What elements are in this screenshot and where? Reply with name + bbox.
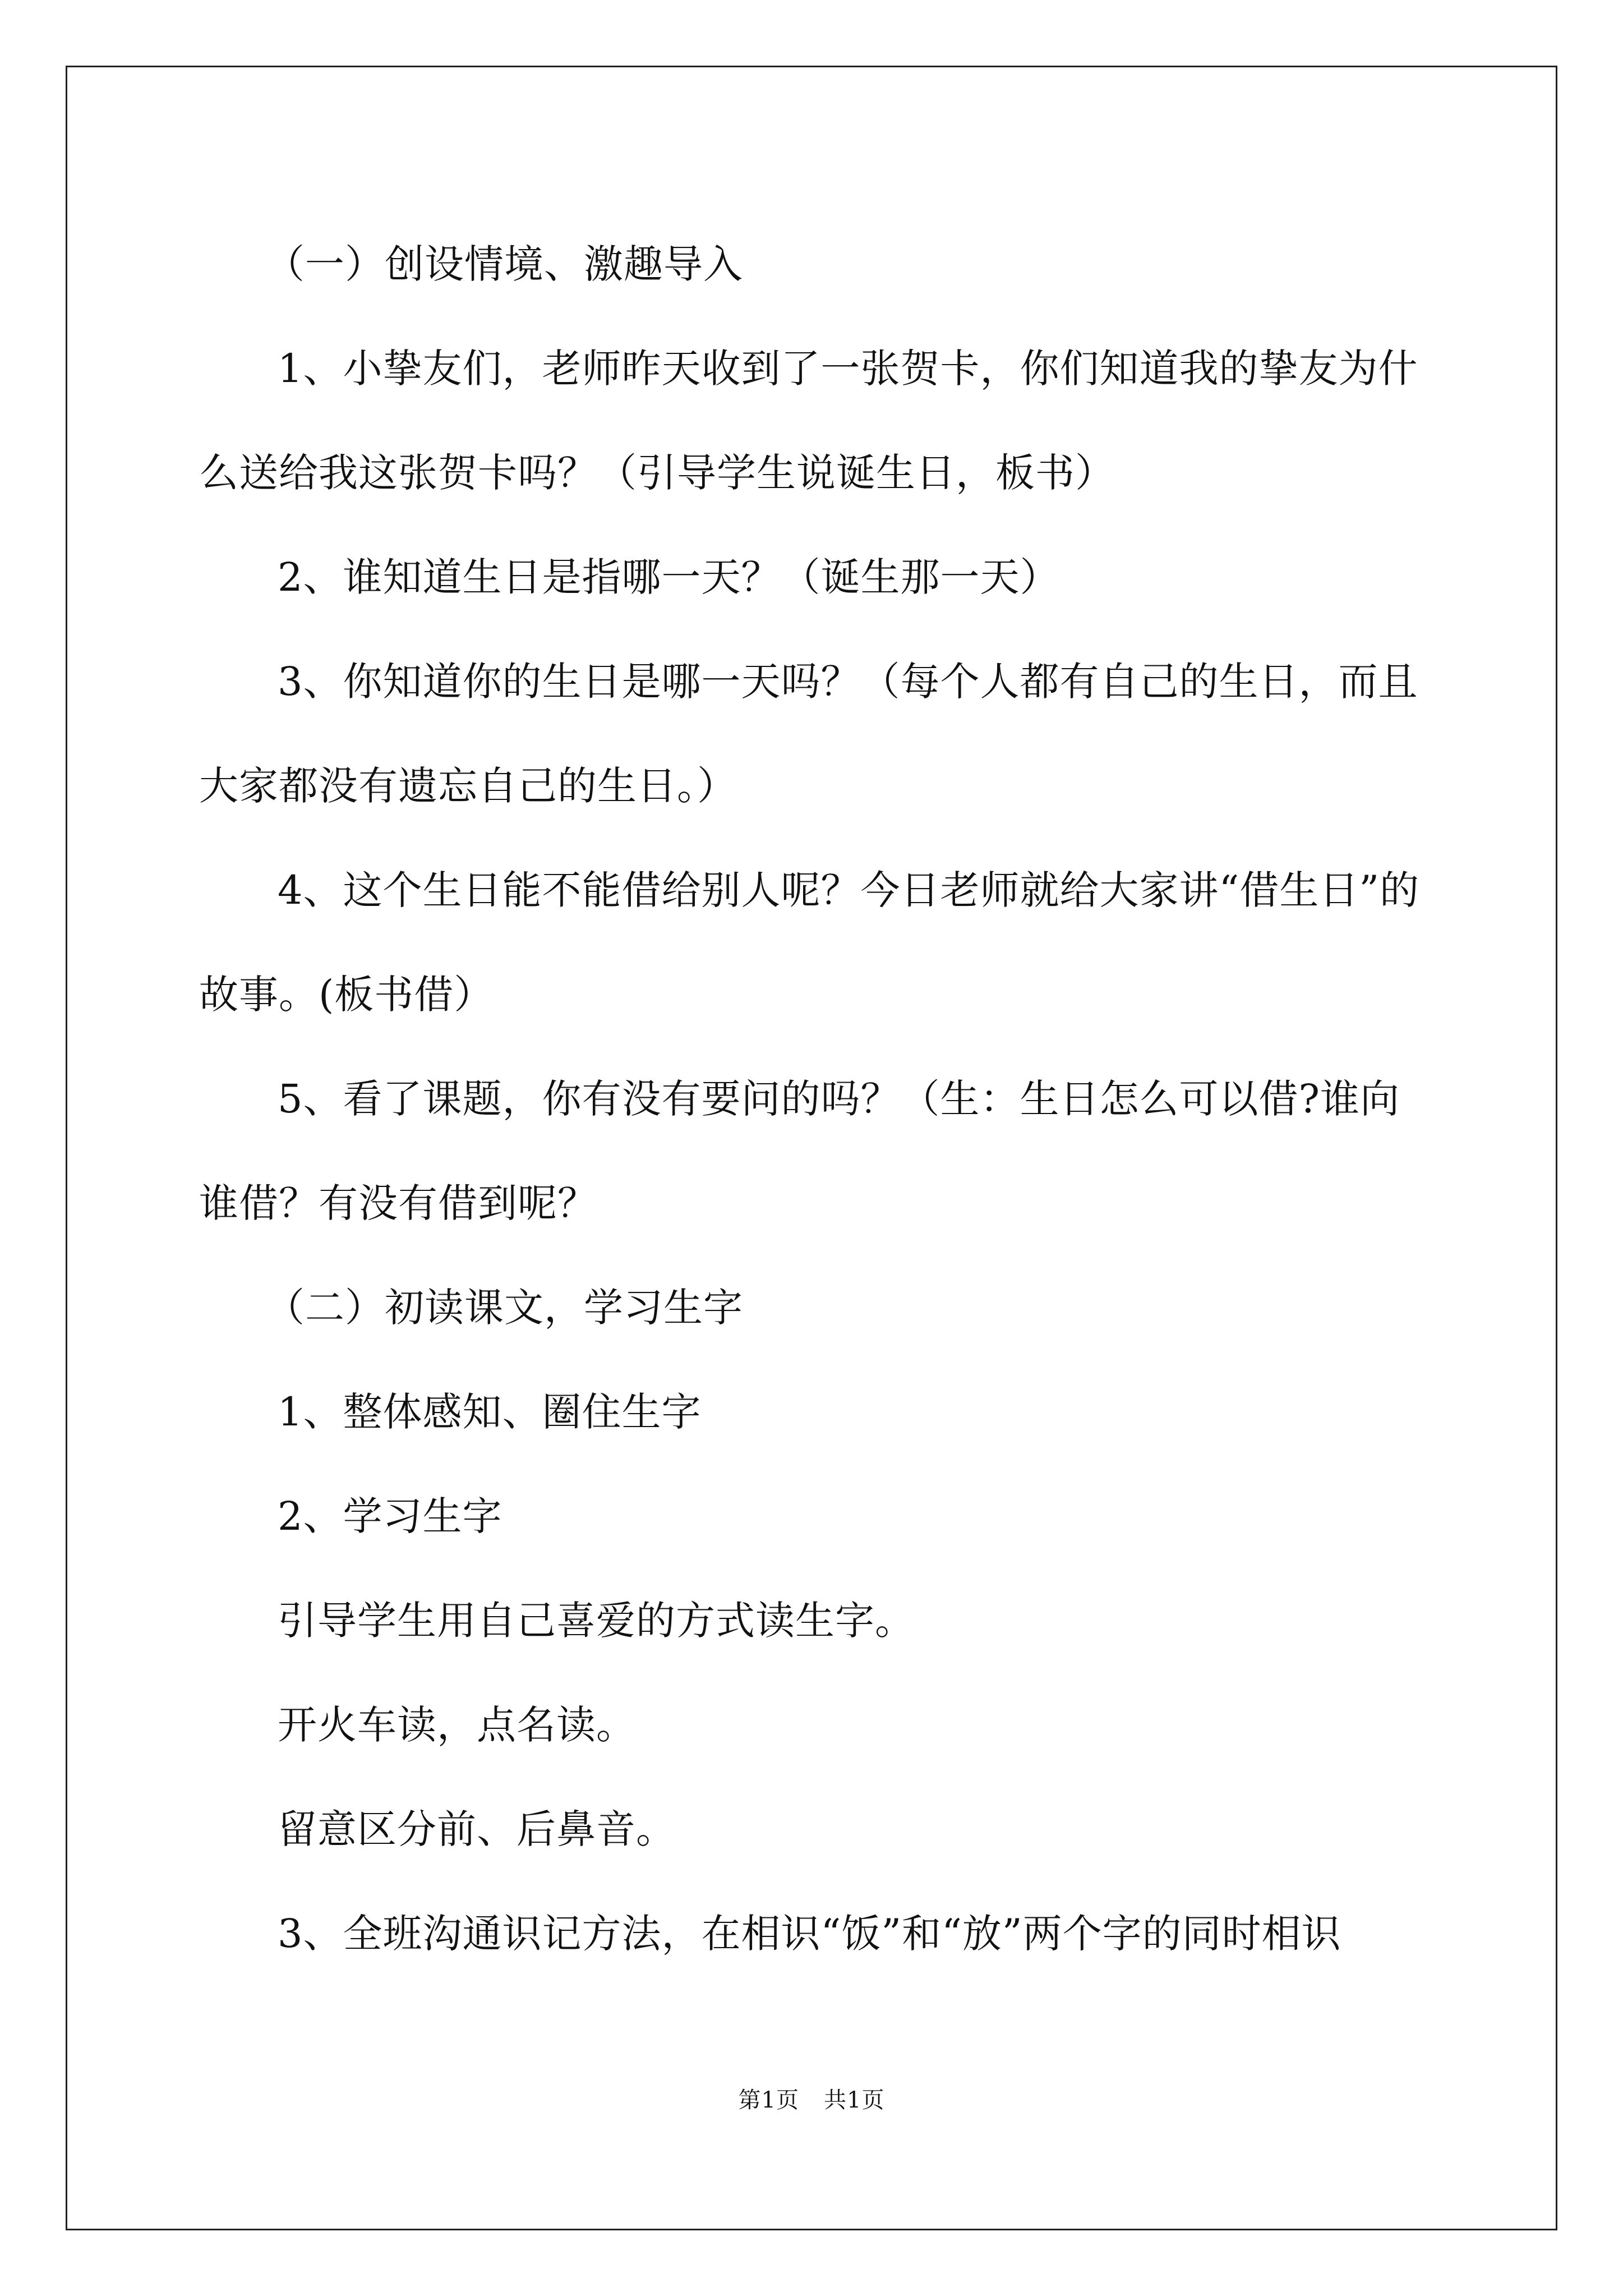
page-number-current: 第1页 — [738, 2087, 799, 2113]
document-body — [199, 212, 1433, 1986]
paragraph-3: 3、你知道你的生日是哪一天吗？（每个人都有自己的生日，而且大家都没有遗忘自己的生日。） — [199, 659, 1418, 809]
page-footer — [0, 2087, 1623, 2114]
paragraph-5: 5、看了课题，你有没有要问的吗？（生：生日怎么可以借?谁向谁借？有没有借到呢？ — [199, 1076, 1400, 1226]
paragraph-8: 引导学生用自己喜爱的方式读生字。 — [278, 1598, 915, 1644]
paragraph-4: 4、这个生日能不能借给别人呢？今日老师就给大家讲“借生日”的故事。(板书借） — [199, 867, 1420, 1018]
section-heading-2: （二）初读课文，学习生字 — [265, 1285, 743, 1331]
paragraph-9: 开火车读，点名读。 — [278, 1702, 636, 1748]
paragraph-10: 留意区分前、后鼻音。 — [278, 1806, 676, 1852]
paragraph-1: 1、小挚友们，老师昨天收到了一张贺卡，你们知道我的挚友为什么送给我这张贺卡吗？（引导学生说诞生日，板书） — [199, 346, 1418, 496]
paragraph-11: 3、全班沟通识记方法，在相识“饭”和“放”两个字的同时相识 — [278, 1911, 1341, 1957]
section-heading-1: （一）创设情境、激趣导入 — [265, 241, 743, 287]
paragraph-6: 1、整体感知、圈住生字 — [278, 1389, 702, 1435]
paragraph-7: 2、学习生字 — [278, 1493, 502, 1539]
page-number-total: 共1页 — [824, 2087, 885, 2113]
paragraph-2: 2、谁知道生日是指哪一天？（诞生那一天） — [278, 554, 1060, 600]
